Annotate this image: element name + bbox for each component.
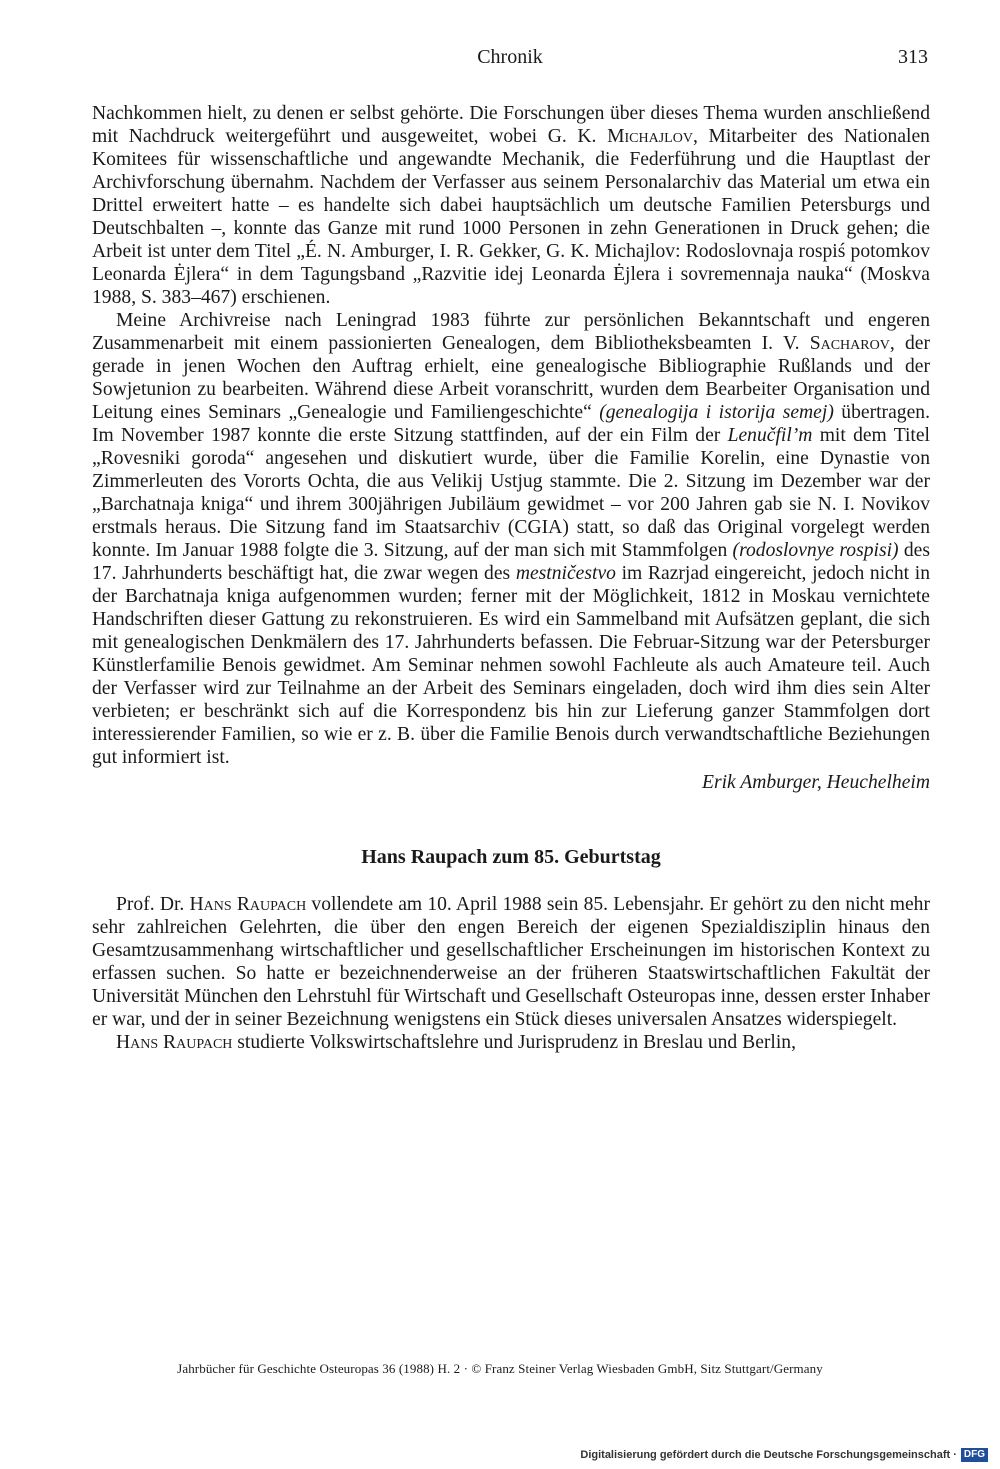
text-run: Prof. Dr.: [116, 894, 190, 915]
italic-term: Lenučfil’m: [727, 425, 813, 446]
dfg-notice: Digitalisierung gefördert durch die Deutsche Forschungsgemeinschaft ·: [580, 1449, 957, 1461]
person-name: Hans Raupach: [116, 1032, 233, 1053]
dfg-notice-bar: [580, 1448, 988, 1462]
journal-citation: Jahrbücher für Geschichte Osteuropas 36 (1988) H. 2 · © Franz Steiner Verlag Wiesbaden GmbH, Sitz Stuttgart/Germany: [177, 1361, 823, 1376]
text-run: im Razrjad eingereicht, jedoch nicht in der Barchatnaja kniga aufgenommen wurden; ferner mit der Möglichkeit, 1812 in Moskau vernichtete Handschriften dieser Gattung zu rekonstruieren. Es wird ein Sammelband mit Aufsätzen geplant, die sich mit genealogischen Denkmälern des 17. Jahrhunderts befassen. Die Februar-Sitzung war der Petersburger Künstlerfamilie Benois gewidmet. Am Seminar nehmen sowohl Fachleute als auch Amateure teil. Auch der Verfasser wird zur Teilnahme an der Arbeit des Seminars eingeladen, doch wird ihm dies sein Alter verbieten; er beschränkt sich auf die Korrespondenz bis hin zur Lieferung ganzer Stammfolgen dort interessierender Familien, so wie er z. B. über die Familie Benois durch verwandtschaftliche Beziehungen gut informiert ist.: [92, 563, 930, 768]
text-run: studierte Volkswirtschaftslehre und Jurisprudenz in Breslau und Berlin,: [232, 1032, 796, 1053]
person-name: Hans Raupach: [189, 894, 307, 915]
italic-term: (rodoslovnye rospisi): [732, 540, 899, 561]
text-run: , Mitarbeiter des Nationalen Komitees für wissenschaftliche und angewandte Mechanik, die Federführung und die Hauptlast der Archivforschung übernahm. Nachdem der Verfasser aus seinem Personalarchiv das Material um etwa ein Drittel erweitert hatte – es handelte sich dabei hauptsächlich um deutsche Familien Petersburgs und Deutschbalten –, konnte das Ganze mit rund 1000 Personen in zehn Generationen in Druck gehen; die Arbeit ist unter dem Titel „É. N. Amburger, I. R. Gekker, G. K. Michajlov: Rodoslovnaja rospiś potomkov Leonarda Ėjlera“ in dem Tagungsband „Razvitie idej Leonarda Ėjlera i sovremennaja nauka“ (Moskva 1988, S. 383–467) erschienen.: [92, 126, 930, 308]
article2-paragraph-1: [92, 893, 930, 1031]
text-run: des 17. Jahrhunderts beschäftigt hat, die zwar wegen des: [92, 540, 930, 584]
author-name: Sacharov: [809, 333, 890, 354]
running-head: Chronik: [477, 46, 543, 68]
italic-term: mestničestvo: [515, 563, 616, 584]
page-number: 313: [898, 46, 928, 68]
article2-paragraph-2: [92, 1031, 930, 1054]
text-run: übertragen. Im November 1987 konnte die erste Sitzung stattfinden, auf der ein Film der: [92, 402, 930, 446]
text-run: Meine Archivreise nach Leningrad 1983 führte zur persönlichen Bekanntschaft und engeren Zusammenarbeit mit einem passionierten Genealogen, dem Bibliotheksbeamten I. V.: [92, 310, 930, 354]
byline: Erik Amburger, Heuchelheim: [702, 772, 930, 793]
text-run: Nachkommen hielt, zu denen er selbst gehörte. Die Forschungen über dieses Thema wurden anschließend mit Nachdruck weitergeführt und ausgeweitet, wobei G. K.: [92, 103, 930, 147]
italic-term: (genealogija i istorija semej): [599, 402, 834, 423]
article1-paragraph-2: [92, 309, 930, 769]
text-run: vollendete am 10. April 1988 sein 85. Lebensjahr. Er gehört zu den nicht mehr sehr zahlreichen Gelehrten, die über den engen Bereich der eigenen Spezialdisziplin hinaus den Gesamtzusammenhang wirtschaftlicher und gesellschaftlicher Erscheinungen im historischen Kontext zu erfassen suchen. So hatte er bezeichnenderweise an der früheren Staatswirtschaftlichen Fakultät der Universität München den Lehrstuhl für Wirtschaft und Gesellschaft Osteuropas inne, dessen erster Inhaber er war, und der in seiner Bezeichnung wenigstens ein Stück dieses universalen Ansatzes widerspiegelt.: [92, 894, 930, 1030]
body-column: [92, 102, 930, 1054]
dfg-logo-icon: DFG: [961, 1448, 988, 1462]
page-header: [92, 46, 928, 76]
author-name: Michajlov: [607, 126, 693, 147]
text-run: , der gerade in jenen Wochen den Auftrag erhielt, eine genealogische Bibliographie Rußlands und der Sowjetunion zu bearbeiten. Während diese Arbeit voranschritt, wurden dem Bearbeiter Organisation und Leitung eines Seminars „Genealogie und Familiengeschichte“: [92, 333, 930, 423]
article1-paragraph-1: [92, 102, 930, 309]
section-title: Hans Raupach zum 85. Geburtstag: [361, 846, 661, 868]
text-run: mit dem Titel „Rovesniki goroda“ angesehen und diskutiert wurde, über die Familie Korelin, eine Dynastie von Zimmerleuten des Vororts Ochta, die aus Velikij Ustjug stammte. Die 2. Sitzung im Dezember war der „Barchatnaja kniga“ und ihrem 300jährigen Jubiläum gewidmet – vor 200 Jahren gab sie N. I. Novikov erstmals heraus. Die Sitzung fand im Staatsarchiv (CGIA) statt, so daß das Original vorgelegt werden konnte. Im Januar 1988 folgte die 3. Sitzung, auf der man sich mit Stammfolgen: [92, 425, 930, 561]
